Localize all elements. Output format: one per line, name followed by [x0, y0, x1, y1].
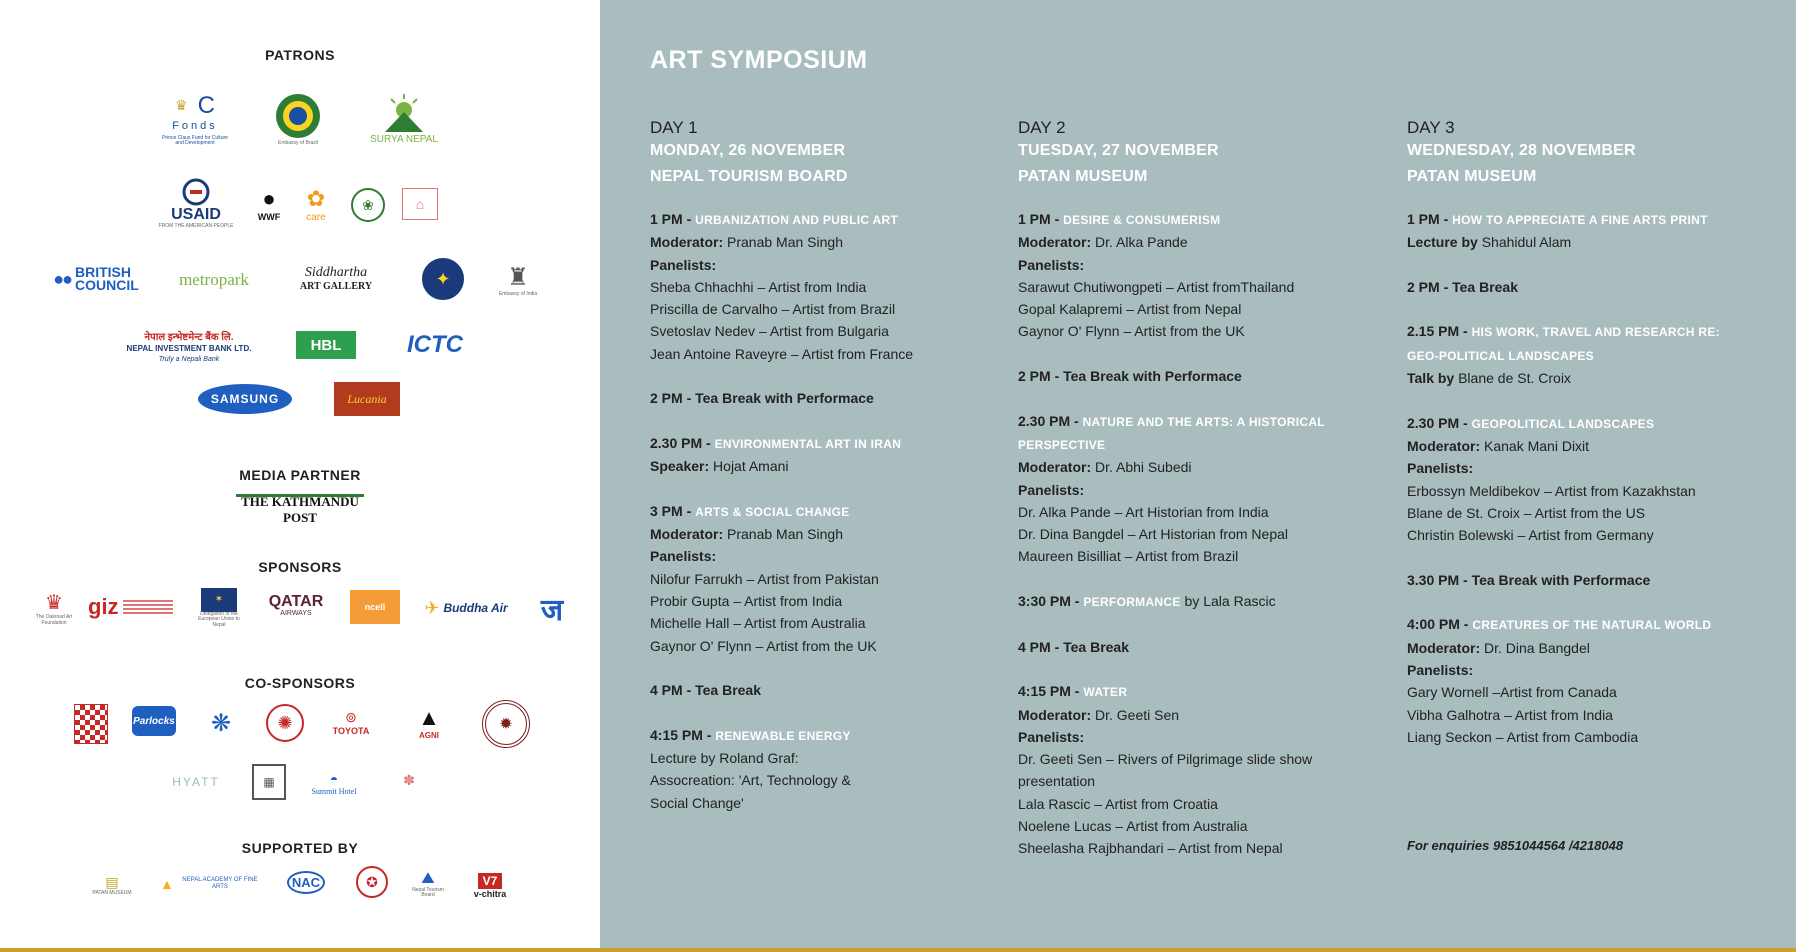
- schedule-line: [1407, 480, 1767, 502]
- bold-label: Panelists:: [650, 548, 717, 565]
- line-text: Blane de St. Croix: [1454, 370, 1571, 387]
- schedule-line: [1407, 457, 1767, 479]
- line-text: Liang Seckon – Artist from Cambodia: [1407, 728, 1639, 745]
- schedule-line: [1018, 276, 1378, 298]
- line-text: Noelene Lucas – Artist from Australia: [1018, 818, 1248, 835]
- line-text: 1 PM -: [650, 211, 696, 227]
- bold-label: 3.30 PM - Tea Break with Performace: [1407, 571, 1651, 588]
- bold-label: 2 PM - Tea Break: [1407, 278, 1519, 295]
- bold-label: Panelists:: [1407, 460, 1474, 477]
- bold-label: Panelists:: [1018, 256, 1085, 273]
- schedule-line: [650, 747, 1010, 769]
- schedule-line: [650, 320, 1010, 342]
- line-text: Jean Antoine Raveyre – Artist from France: [650, 345, 914, 362]
- schedule-line: [650, 455, 1010, 477]
- line-text: Erbossyn Meldibekov – Artist from Kazakhstan: [1407, 482, 1696, 499]
- supported-by-title: SUPPORTED BY: [241, 840, 359, 856]
- schedule-line: [650, 635, 1010, 657]
- schedule-line: [1407, 344, 1767, 367]
- line-text: Sheba Chhachhi – Artist from India: [650, 278, 867, 295]
- ntb-icon: ⛰: [421, 869, 435, 887]
- bold-label: Moderator:: [1018, 706, 1092, 723]
- line-text: Dr. Geeti Sen: [1091, 706, 1180, 723]
- schedule-line: [1018, 343, 1378, 365]
- schedule-line: [1018, 636, 1378, 658]
- ntc-logo-icon: ज: [540, 593, 564, 627]
- schedule-line: [1018, 231, 1378, 253]
- day-3-column: [1407, 118, 1767, 748]
- bold-label: Talk by: [1407, 370, 1455, 387]
- hyatt-logo: HYATT: [172, 775, 220, 789]
- line-text: Kanak Mani Dixit: [1480, 437, 1590, 454]
- schedule-line: [1407, 276, 1767, 298]
- oakroad-art-foundation-logo: ♛ The Oakroad Art Foundation: [35, 592, 73, 626]
- nepal-tourism-board-logo: ⛰ Nepal Tourism Board: [412, 869, 444, 898]
- schedule-line: [1018, 680, 1378, 703]
- panda-icon: ●: [262, 186, 276, 211]
- day-label: DAY 2: [1018, 118, 1066, 137]
- schedule-line: [1018, 208, 1378, 231]
- nepal-govt-emblem-icon: ✪: [356, 866, 388, 898]
- samsung-logo: SAMSUNG: [198, 384, 292, 414]
- line-text: 4:15 PM -: [650, 726, 716, 743]
- prince-claus-fund-logo: ♛ C Fonds Prince Claus Fund for Culture and Development: [162, 91, 228, 146]
- day-venue: PATAN MUSEUM: [1407, 168, 1537, 185]
- day-venue: PATAN MUSEUM: [1018, 168, 1148, 185]
- line-text: Gopal Kalapremi – Artist from Nepal: [1018, 301, 1242, 318]
- european-union-logo: ✶ Delegation of the European Union to Nepal: [196, 584, 242, 632]
- schedule-line: [1407, 435, 1767, 457]
- day-1-column: [650, 118, 1010, 814]
- bold-label: Moderator:: [1407, 437, 1481, 454]
- bottom-rule: [0, 948, 1796, 952]
- schedule-line: [1018, 545, 1378, 567]
- line-text: Michelle Hall – Artist from Australia: [650, 615, 866, 632]
- asterisk-logo-icon: ❋: [210, 709, 232, 737]
- schedule-line: [1018, 298, 1378, 320]
- schedule-line: [1018, 523, 1378, 545]
- schedule-line: [650, 523, 1010, 545]
- line-text: 3:30 PM -: [1018, 593, 1084, 610]
- schedule-line: [1018, 793, 1378, 815]
- schedule-line: [1018, 410, 1378, 433]
- session-topic: ENVIRONMENTAL ART IN IRAN: [714, 436, 902, 451]
- schedule-line: [650, 276, 1010, 298]
- schedule-line: [650, 365, 1010, 387]
- line-text: Gaynor O' Flynn – Artist from the UK: [1018, 323, 1245, 340]
- line-text: Assocreation: 'Art, Technology &: [650, 772, 851, 789]
- bold-label: 4 PM - Tea Break: [650, 682, 762, 699]
- schedule-line: [650, 432, 1010, 455]
- schedule-line: [650, 657, 1010, 679]
- session-topic: HOW TO APPRECIATE A FINE ARTS PRINT: [1452, 213, 1708, 227]
- line-text: 1 PM -: [1018, 211, 1064, 227]
- emblem-green-icon: ❀: [351, 188, 385, 222]
- schedule-line: [1018, 320, 1378, 342]
- schedule-line: [1407, 231, 1767, 253]
- day-label: DAY 1: [650, 118, 698, 137]
- line-text: Nilofur Farrukh – Artist from Pakistan: [650, 570, 879, 587]
- line-text: Social Change': [650, 794, 744, 811]
- schedule-line: [650, 702, 1010, 724]
- nafa-triangle-icon: ▲: [160, 876, 174, 892]
- schedule-line: [650, 679, 1010, 701]
- line-text: Maureen Bisilliat – Artist from Brazil: [1018, 548, 1239, 565]
- bold-label: Lecture by: [1407, 234, 1478, 251]
- bold-label: Moderator:: [1018, 234, 1092, 251]
- schedule-line: [1407, 208, 1767, 231]
- line-text: presentation: [1018, 773, 1096, 790]
- line-text: 2.30 PM -: [1407, 414, 1472, 431]
- day-2-column: [1018, 118, 1378, 860]
- nac-logo: NAC: [286, 862, 326, 902]
- siddhartha-art-gallery-logo: Siddhartha ART GALLERY: [299, 265, 373, 292]
- schedule-line: [1407, 569, 1767, 591]
- kathmandu-post-logo: THE KATHMANDU POST: [236, 494, 364, 523]
- bold-label: 4 PM - Tea Break: [1018, 638, 1130, 655]
- patrons-title: PATRONS: [265, 47, 335, 63]
- brazil-emblem-icon: [273, 91, 323, 141]
- british-council-logo: ●● BRITISH COUNCIL: [53, 264, 139, 293]
- schedule-line: [1407, 659, 1767, 681]
- session-topic: WATER: [1083, 685, 1128, 700]
- schedule-line: [1407, 502, 1767, 524]
- media-partner-title: MEDIA PARTNER: [239, 467, 361, 483]
- line-text: Pranab Man Singh: [723, 526, 843, 543]
- line-text: Gary Wornell –Artist from Canada: [1407, 684, 1617, 701]
- enquiries-text: For enquiries 9851044564 /4218048: [1407, 838, 1624, 853]
- ncell-logo: ncell: [350, 590, 400, 624]
- emblem-red-icon: ⌂: [402, 188, 438, 220]
- schedule-line: [650, 254, 1010, 276]
- summit-hotel-logo: ◓ Summit Hotel: [311, 770, 357, 796]
- line-text: Sarawut Chutiwongpeti – Artist fromThailand: [1018, 278, 1295, 295]
- patan-museum-icon: ▤: [105, 873, 119, 890]
- giz-logo: giz: [88, 590, 184, 624]
- summit-dome-icon: ◓: [329, 770, 339, 787]
- schedule-line: [1018, 770, 1378, 792]
- giz-text-lines: [123, 600, 173, 614]
- day-venue: NEPAL TOURISM BOARD: [650, 168, 848, 185]
- session-topic: URBANIZATION AND PUBLIC ART: [695, 213, 899, 227]
- symposium-title: ART SYMPOSIUM: [650, 46, 868, 74]
- schedule-line: [1407, 367, 1767, 389]
- nafa-logo: ▲ NEPAL ACADEMY OF FINE ARTS: [160, 876, 258, 892]
- schedule-line: [1407, 613, 1767, 636]
- hbl-logo: HBL: [296, 331, 356, 359]
- day-date: MONDAY, 26 NOVEMBER: [650, 142, 846, 159]
- schedule-line: [1018, 433, 1378, 456]
- ashoka-emblem-icon: ♜: [507, 263, 529, 291]
- line-text: Probir Gupta – Artist from India: [650, 593, 843, 610]
- schedule-line: [1407, 591, 1767, 613]
- schedule-line: [650, 343, 1010, 365]
- line-text: Blane de St. Croix – Artist from the US: [1407, 504, 1646, 521]
- schedule-line: [1407, 637, 1767, 659]
- red-wheel-logo-icon: ✺: [266, 704, 304, 742]
- schedule-line: [1018, 365, 1378, 387]
- buddha-air-bird-icon: ✈: [424, 597, 440, 618]
- line-text: Lecture by Roland Graf:: [650, 750, 799, 767]
- schedule-line: [1018, 748, 1378, 770]
- session-topic: ARTS & SOCIAL CHANGE: [695, 504, 850, 519]
- session-topic: GEOPOLITICAL LANDSCAPES: [1471, 416, 1655, 431]
- care-flower-icon: ✿: [306, 185, 326, 211]
- schedule-line: [650, 724, 1010, 747]
- schedule-line: [1407, 412, 1767, 435]
- session-topic: PERFORMANCE: [1083, 595, 1181, 610]
- agni-logo: ▲ AGNI: [418, 704, 440, 740]
- schedule-line: [1407, 524, 1767, 546]
- care-logo: ✿ care: [306, 185, 326, 223]
- day-schedule: [1018, 208, 1378, 860]
- session-topic: HIS WORK, TRAVEL AND RESEARCH RE:: [1471, 325, 1720, 340]
- line-text: 3 PM -: [650, 502, 696, 519]
- us-embassy-seal-icon: ✦: [422, 258, 464, 300]
- schedule-line: [1018, 658, 1378, 680]
- v-chitra-logo: V7 v-chitra: [473, 874, 507, 899]
- schedule-line: [650, 792, 1010, 814]
- schedule-line: [1407, 546, 1767, 568]
- bold-label: Moderator:: [650, 526, 724, 543]
- schedule-line: [1018, 726, 1378, 748]
- schedule-line: [650, 387, 1010, 409]
- agni-triangle-icon: ▲: [418, 704, 440, 730]
- line-text: Dr. Abhi Subedi: [1091, 459, 1192, 476]
- oakroad-icon: ♛: [45, 592, 63, 614]
- line-text: Priscilla de Carvalho – Artist from Brazil: [650, 301, 896, 318]
- line-text: Shahidul Alam: [1477, 234, 1572, 251]
- line-text: 1 PM -: [1407, 211, 1453, 227]
- toyota-emblem-icon: ⊚: [345, 708, 357, 725]
- v-chitra-badge-icon: V7: [478, 873, 503, 889]
- bold-label: Moderator:: [1018, 459, 1092, 476]
- day-label: DAY 3: [1407, 118, 1455, 137]
- bold-label: Panelists:: [650, 256, 717, 273]
- schedule-line: [1018, 837, 1378, 859]
- bold-label: 2 PM - Tea Break with Performace: [650, 390, 874, 407]
- day-schedule: [1407, 208, 1767, 748]
- line-text: Vibha Galhotra – Artist from India: [1407, 706, 1613, 723]
- schedule-line: [1018, 254, 1378, 276]
- metropark-logo: metropark: [179, 270, 249, 289]
- line-text: Hojat Amani: [709, 458, 789, 475]
- schedule-line: [650, 590, 1010, 612]
- schedule-line: [1407, 254, 1767, 276]
- schedule-line: [650, 410, 1010, 432]
- schedule-line: [1018, 815, 1378, 837]
- patan-museum-logo: ▤ PATAN MUSEUM: [92, 873, 132, 896]
- session-topic: CREATURES OF THE NATURAL WORLD: [1472, 618, 1712, 633]
- bold-label: Moderator:: [650, 234, 724, 251]
- lucania-logo: Lucania: [334, 382, 400, 416]
- bold-label: 2 PM - Tea Break with Performace: [1018, 368, 1242, 385]
- line-text: Christin Bolewski – Artist from Germany: [1407, 527, 1654, 544]
- usaid-logo: USAID FROM THE AMERICAN PEOPLE: [158, 176, 234, 232]
- schedule-line: [650, 231, 1010, 253]
- embassy-of-brazil-logo: Embassy of Brazil: [268, 86, 328, 152]
- sun-mountain-icon: [381, 94, 427, 134]
- schedule-line: [1018, 456, 1378, 478]
- schedule-line: [650, 478, 1010, 500]
- bold-label: Panelists:: [1018, 481, 1085, 498]
- line-text: 2.30 PM -: [1018, 412, 1083, 429]
- schedule-line: [1018, 704, 1378, 726]
- bold-label: Moderator:: [1407, 639, 1481, 656]
- line-text: by Lala Rascic: [1180, 593, 1276, 610]
- schedule-line: [650, 208, 1010, 231]
- line-text: 2.15 PM -: [1407, 323, 1472, 340]
- schedule-line: [1407, 704, 1767, 726]
- schedule-line: [650, 568, 1010, 590]
- day-date: TUESDAY, 27 NOVEMBER: [1018, 142, 1219, 159]
- ictc-logo: ICTC: [407, 331, 463, 358]
- day-schedule: [650, 208, 1010, 814]
- toyota-logo: ⊚ TOYOTA: [332, 708, 370, 736]
- wwf-logo: ● WWF: [257, 186, 281, 222]
- schedule-line: [650, 298, 1010, 320]
- line-text: Dr. Alka Pande: [1091, 234, 1188, 251]
- line-text: 4:15 PM -: [1018, 683, 1084, 700]
- schedule-line: [1018, 568, 1378, 590]
- schedule-line: [1018, 613, 1378, 635]
- line-text: Dr. Geeti Sen – Rivers of Pilgrimage slide show: [1018, 751, 1313, 768]
- day-date: WEDNESDAY, 28 NOVEMBER: [1407, 142, 1636, 159]
- line-text: Pranab Man Singh: [723, 234, 843, 251]
- schedule-line: [1407, 681, 1767, 703]
- line-text: Sheelasha Rajbhandari – Artist from Nepal: [1018, 840, 1283, 857]
- embassy-of-india-logo: ♜ Embassy of India: [498, 263, 538, 297]
- line-text: 2.30 PM -: [650, 434, 715, 451]
- surya-nepal-logo: SURYA NEPAL: [364, 84, 444, 154]
- line-text: Svetoslav Nedev – Artist from Bulgaria: [650, 323, 889, 340]
- british-council-dots-icon: ●●: [53, 268, 71, 289]
- square-emblem-icon: ▦: [252, 764, 286, 800]
- parlocks-logo: Parlocks: [132, 706, 176, 736]
- schedule-line: [1407, 389, 1767, 411]
- session-topic: NATURE AND THE ARTS: A HISTORICAL: [1082, 414, 1325, 429]
- session-topic: GEO-POLITICAL LANDSCAPES: [1407, 348, 1594, 363]
- schedule-line: [1407, 298, 1767, 320]
- schedule-line: [1018, 501, 1378, 523]
- schedule-line: [1407, 726, 1767, 748]
- schedule-line: [650, 545, 1010, 567]
- usaid-seal-icon: [182, 178, 210, 206]
- line-text: Gaynor O' Flynn – Artist from the UK: [650, 637, 877, 654]
- line-text: Lala Rascic – Artist from Croatia: [1018, 795, 1218, 812]
- schedule-line: [650, 612, 1010, 634]
- bold-label: Panelists:: [1407, 661, 1474, 678]
- line-text: 4:00 PM -: [1407, 616, 1473, 633]
- schedule-line: [650, 769, 1010, 791]
- eu-flag-icon: ✶: [201, 588, 237, 612]
- mandala-seal-icon: ✹: [482, 700, 530, 748]
- pink-emblem-icon: ✽: [403, 771, 415, 788]
- session-topic: PERSPECTIVE: [1018, 437, 1106, 452]
- session-topic: RENEWABLE ENERGY: [715, 728, 851, 743]
- croatia-crest-icon: [74, 704, 108, 744]
- schedule-line: [650, 500, 1010, 523]
- schedule-line: [1018, 590, 1378, 613]
- session-topic: DESIRE & CONSUMERISM: [1063, 213, 1221, 227]
- crown-icon: ♛: [175, 97, 188, 113]
- line-text: Dr. Dina Bangdel – Art Historian from Nepal: [1018, 526, 1289, 543]
- line-text: Dr. Dina Bangdel: [1480, 639, 1590, 656]
- schedule-line: [1018, 387, 1378, 409]
- co-sponsors-title: CO-SPONSORS: [244, 675, 356, 691]
- bold-label: Panelists:: [1018, 728, 1085, 745]
- line-text: Dr. Alka Pande – Art Historian from India: [1018, 503, 1269, 520]
- qatar-airways-logo: QATAR AIRWAYS: [268, 593, 324, 617]
- sponsors-title: SPONSORS: [258, 559, 342, 575]
- schedule-line: [1018, 479, 1378, 501]
- nepal-investment-bank-logo: नेपाल इन्भेष्टमेन्ट बैंक लि. NEPAL INVESTMENT BANK LTD. Truly a Nepali Bank: [126, 331, 252, 363]
- schedule-line: [1407, 320, 1767, 343]
- buddha-air-logo: ✈ Buddha Air: [424, 597, 508, 618]
- bold-label: Speaker:: [650, 458, 710, 475]
